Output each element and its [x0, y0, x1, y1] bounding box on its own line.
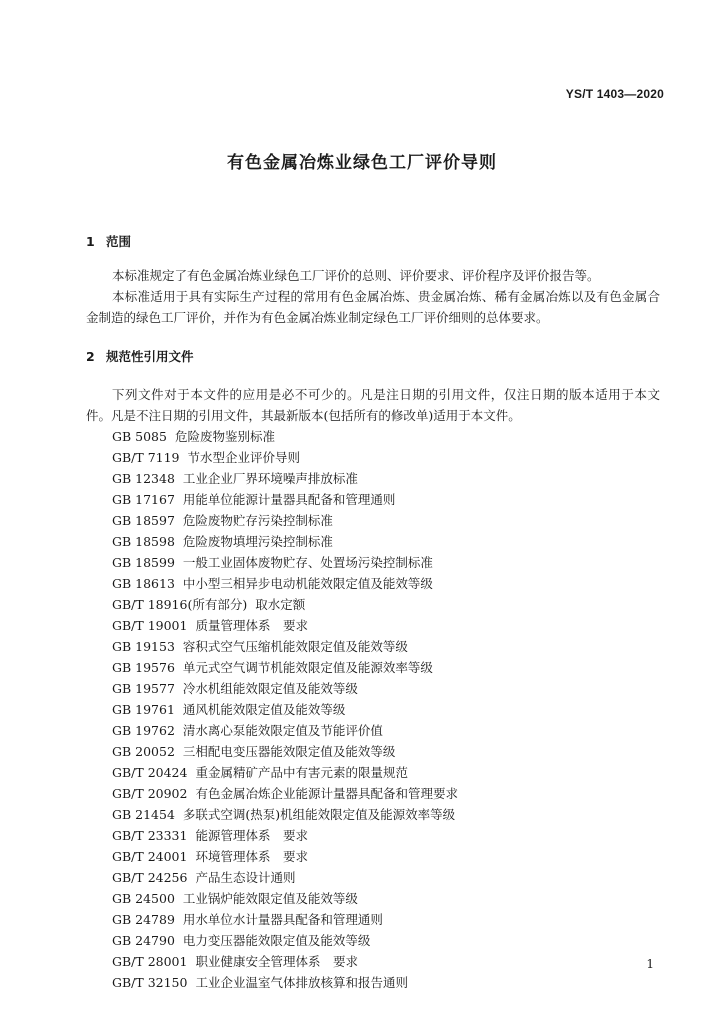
- reference-item: [112, 573, 458, 594]
- reference-code: GB 18613: [112, 576, 175, 591]
- reference-title: 重金属精矿产品中有害元素的限量规范: [195, 765, 408, 780]
- reference-item: [112, 489, 458, 510]
- reference-code: GB/T 24001: [112, 849, 188, 864]
- reference-item: [112, 552, 458, 573]
- reference-code: GB/T 24256: [112, 870, 188, 885]
- reference-code: GB 24789: [112, 912, 175, 927]
- reference-title: 通风机能效限定值及能效等级: [182, 702, 346, 717]
- reference-list: [112, 426, 458, 993]
- reference-code: GB 24790: [112, 933, 175, 948]
- reference-title: 质量管理体系 要求: [195, 618, 308, 633]
- reference-code: GB 18599: [112, 555, 175, 570]
- reference-item: [112, 468, 458, 489]
- reference-code: GB 18598: [112, 534, 175, 549]
- reference-title: 多联式空调(热泵)机组能效限定值及能源效率等级: [182, 807, 456, 822]
- reference-title: 容积式空气压缩机能效限定值及能效等级: [182, 639, 408, 654]
- reference-title: 产品生态设计通则: [195, 870, 296, 885]
- reference-title: 三相配电变压器能效限定值及能效等级: [182, 744, 396, 759]
- section-2-heading: [86, 347, 194, 365]
- reference-code: GB/T 20424: [112, 765, 188, 780]
- reference-title: 取水定额: [255, 597, 306, 612]
- page-number: 1: [646, 957, 654, 971]
- reference-item: [112, 951, 458, 972]
- reference-item: [112, 699, 458, 720]
- reference-code: GB/T 32150: [112, 975, 188, 990]
- reference-code: GB 19762: [112, 723, 175, 738]
- reference-title: 工业锅炉能效限定值及能效等级: [182, 891, 358, 906]
- reference-code: GB 5085: [112, 429, 167, 444]
- reference-item: [112, 741, 458, 762]
- reference-title: 工业企业厂界环境噪声排放标准: [182, 471, 358, 486]
- reference-title: 节水型企业评价导则: [187, 450, 301, 465]
- reference-item: [112, 531, 458, 552]
- reference-title: 清水离心泵能效限定值及节能评价值: [182, 723, 383, 738]
- section-1-paragraph-2: 本标准适用于具有实际生产过程的常用有色金属冶炼、贵金属冶炼、稀有金属冶炼以及有色金属合金制造的绿色工厂评价，并作为有色金属冶炼业制定绿色工厂评价细则的总体要求。: [86, 289, 660, 325]
- section-1-heading: [86, 232, 131, 250]
- reference-code: GB 17167: [112, 492, 175, 507]
- reference-title: 工业企业温室气体排放核算和报告通则: [195, 975, 408, 990]
- reference-item: [112, 657, 458, 678]
- reference-item: [112, 426, 458, 447]
- reference-title: 电力变压器能效限定值及能效等级: [182, 933, 371, 948]
- section-2-title: 规范性引用文件: [106, 349, 194, 364]
- reference-item: [112, 888, 458, 909]
- reference-title: 职业健康安全管理体系 要求: [195, 954, 358, 969]
- reference-item: [112, 804, 458, 825]
- reference-code: GB/T 19001: [112, 618, 188, 633]
- reference-item: [112, 636, 458, 657]
- reference-code: GB 24500: [112, 891, 175, 906]
- reference-item: [112, 783, 458, 804]
- section-1-title: 范围: [106, 234, 132, 249]
- reference-code: GB/T 20902: [112, 786, 188, 801]
- reference-item: [112, 615, 458, 636]
- reference-code: GB/T 18916(所有部分): [112, 597, 248, 612]
- reference-item: [112, 909, 458, 930]
- reference-title: 危险废物填埋污染控制标准: [182, 534, 333, 549]
- reference-item: [112, 972, 458, 993]
- reference-code: GB 19576: [112, 660, 175, 675]
- reference-title: 用能单位能源计量器具配备和管理通则: [182, 492, 396, 507]
- reference-code: GB/T 28001: [112, 954, 188, 969]
- section-2-intro: 下列文件对于本文件的应用是必不可少的。凡是注日期的引用文件，仅注日期的版本适用于本文件。凡是不注日期的引用文件，其最新版本(包括所有的修改单)适用于本文件。: [86, 387, 660, 423]
- reference-title: 冷水机组能效限定值及能效等级: [182, 681, 358, 696]
- reference-code: GB/T 7119: [112, 450, 180, 465]
- reference-item: [112, 447, 458, 468]
- reference-item: [112, 594, 458, 615]
- reference-code: GB 19761: [112, 702, 175, 717]
- reference-code: GB 19577: [112, 681, 175, 696]
- standard-number: YS/T 1403—2020: [565, 87, 664, 101]
- section-2-number: 2: [86, 349, 95, 364]
- reference-item: [112, 762, 458, 783]
- reference-code: GB 19153: [112, 639, 175, 654]
- reference-item: [112, 846, 458, 867]
- reference-title: 用水单位水计量器具配备和管理通则: [182, 912, 383, 927]
- section-1-number: 1: [86, 234, 95, 249]
- reference-code: GB 21454: [112, 807, 175, 822]
- reference-item: [112, 720, 458, 741]
- reference-item: [112, 678, 458, 699]
- reference-code: GB 18597: [112, 513, 175, 528]
- reference-title: 一般工业固体废物贮存、处置场污染控制标准: [182, 555, 433, 570]
- reference-title: 中小型三相异步电动机能效限定值及能效等级: [182, 576, 433, 591]
- document-title: 有色金属冶炼业绿色工厂评价导则: [227, 153, 497, 173]
- section-1-paragraph-1: 本标准规定了有色金属冶炼业绿色工厂评价的总则、评价要求、评价程序及评价报告等。: [112, 268, 600, 283]
- reference-title: 危险废物鉴别标准: [174, 429, 275, 444]
- reference-item: [112, 867, 458, 888]
- reference-item: [112, 510, 458, 531]
- reference-title: 有色金属冶炼企业能源计量器具配备和管理要求: [195, 786, 458, 801]
- reference-title: 能源管理体系 要求: [195, 828, 308, 843]
- reference-item: [112, 825, 458, 846]
- reference-code: GB/T 23331: [112, 828, 188, 843]
- reference-title: 危险废物贮存污染控制标准: [182, 513, 333, 528]
- reference-title: 单元式空气调节机能效限定值及能源效率等级: [182, 660, 433, 675]
- reference-item: [112, 930, 458, 951]
- reference-code: GB 20052: [112, 744, 175, 759]
- reference-code: GB 12348: [112, 471, 175, 486]
- reference-title: 环境管理体系 要求: [195, 849, 308, 864]
